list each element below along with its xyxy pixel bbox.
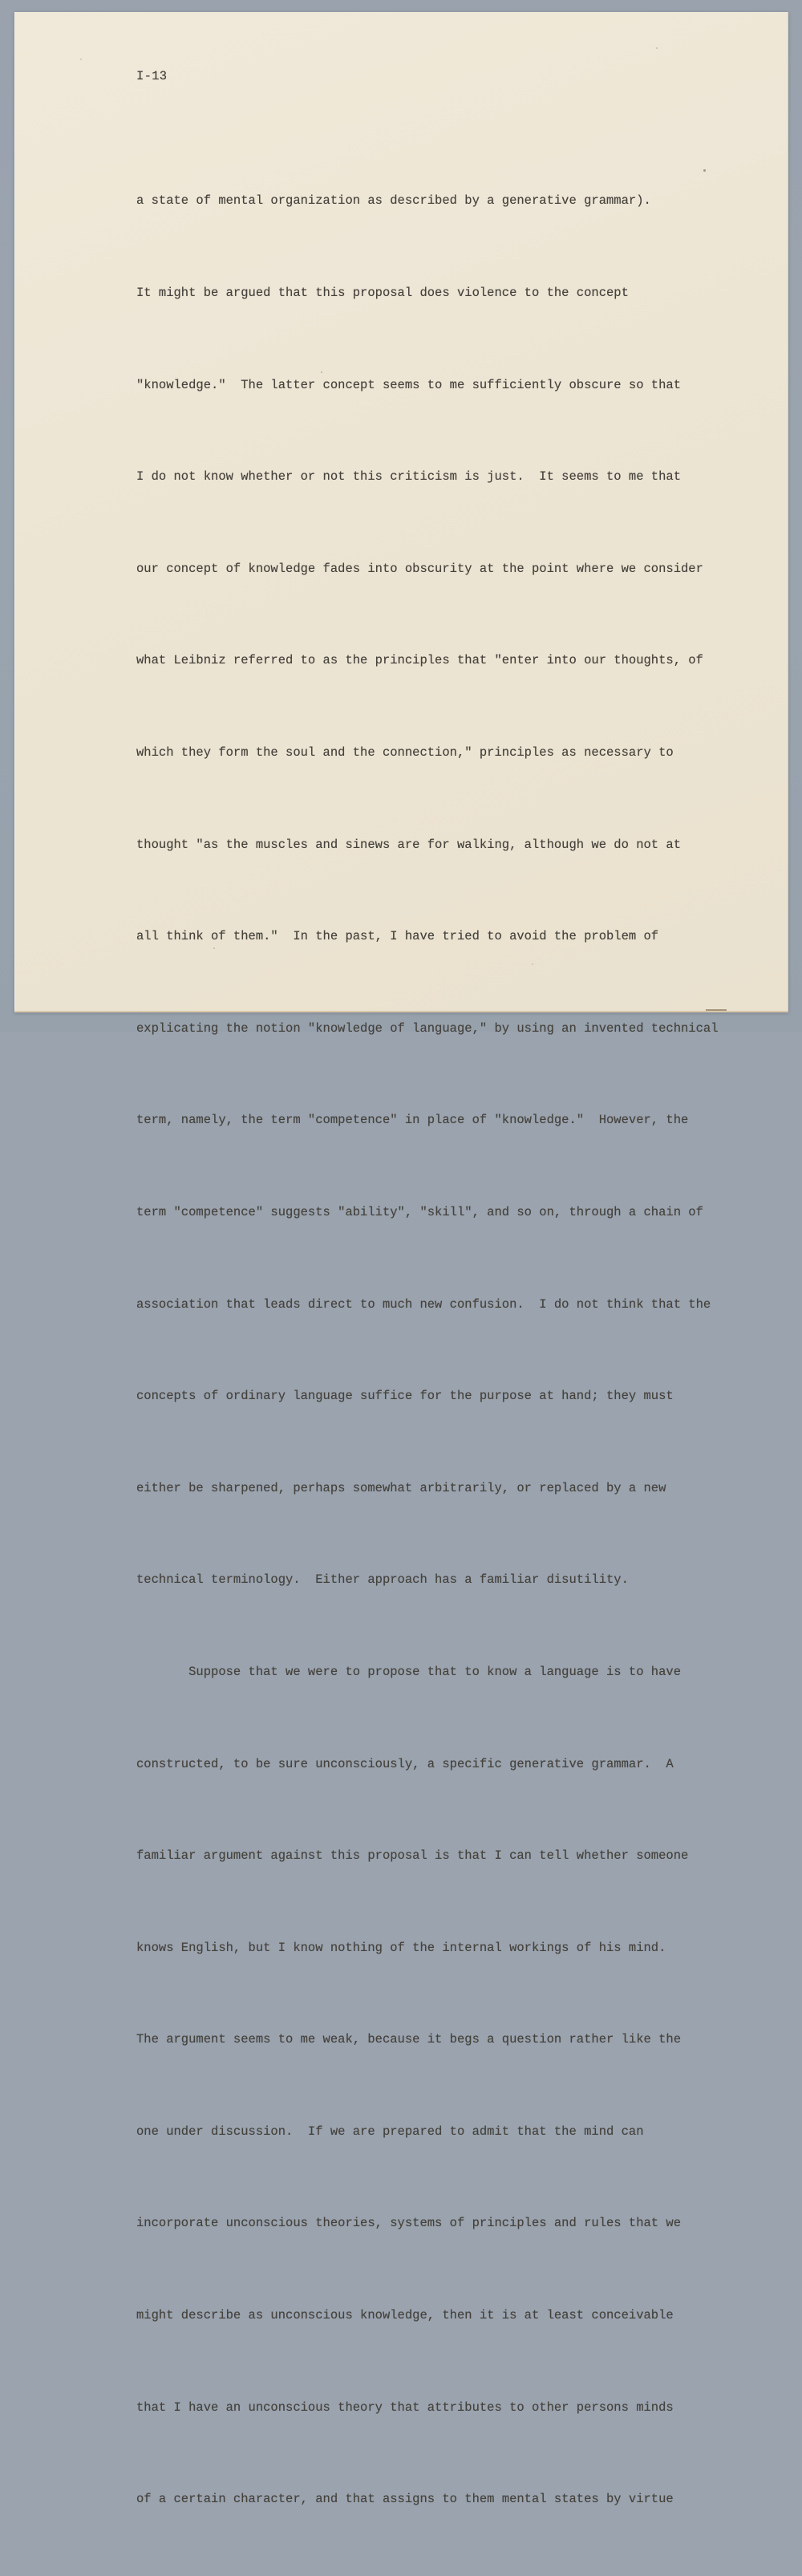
text-line: thought "as the muscles and sinews are for walking, although we do not at [136,837,682,852]
text-line: association that leads direct to much new confusion. I do not think that the [136,1296,711,1312]
text-line: of a certain character, and that assigns to them mental states by virtue [136,2492,674,2507]
text-line: incorporate unconscious theories, systems of principles and rules that we [136,2216,682,2231]
text-line: term, namely, the term "competence" in place of "knowledge." However, the [136,1113,689,1128]
page-number-label: I-13 [136,69,168,83]
typed-body-text [136,124,770,2576]
text-line: what Leibniz referred to as the principles that "enter into our thoughts, of [136,653,703,668]
text-line: a state of mental organization as described by a generative grammar). [136,193,651,209]
text-line: either be sharpened, perhaps somewhat arbitrarily, or replaced by a new [136,1480,666,1495]
text-line: our concept of knowledge fades into obscurity at the point where we consider [136,561,703,576]
scan-speck [80,59,82,60]
text-line: "knowledge." The latter concept seems to me sufficiently obscure so that [136,377,682,392]
text-line: The argument seems to me weak, because it begs a question rather like the [136,2032,682,2047]
text-line: Suppose that we were to propose that to know a language is to have [136,1664,682,1679]
text-line: I do not know whether or not this criticism is just. It seems to me that [136,469,682,485]
text-line: concepts of ordinary language suffice for the purpose at hand; they must [136,1389,674,1404]
text-line: might describe as unconscious knowledge, then it is at least conceivable [136,2308,674,2323]
text-line: technical terminology. Either approach has a familiar disutility. [136,1572,629,1588]
text-line: knows English, but I know nothing of the internal workings of his mind. [136,1940,666,1955]
text-line: It might be argued that this proposal does violence to the concept [136,286,629,300]
text-line: term "competence" suggests "ability", "skill", and so on, through a chain of [136,1204,703,1219]
text-line: familiar argument against this proposal is that I can tell whether someone [136,1848,689,1864]
scan-speck [656,47,658,49]
text-line: all think of them." In the past, I have tried to avoid the problem of [136,929,659,944]
text-line: explicating the notion "knowledge of language," by using an invented technical [136,1020,719,1036]
text-line: one under discussion. If we are prepared to admit that the mind can [136,2124,644,2139]
text-line: which they form the soul and the connection," principles as necessary to [136,744,674,760]
manuscript-page [14,12,788,2507]
text-line: that I have an unconscious theory that attributes to other persons minds [136,2400,674,2415]
text-line: constructed, to be sure unconsciously, a specific generative grammar. A [136,1756,674,1771]
